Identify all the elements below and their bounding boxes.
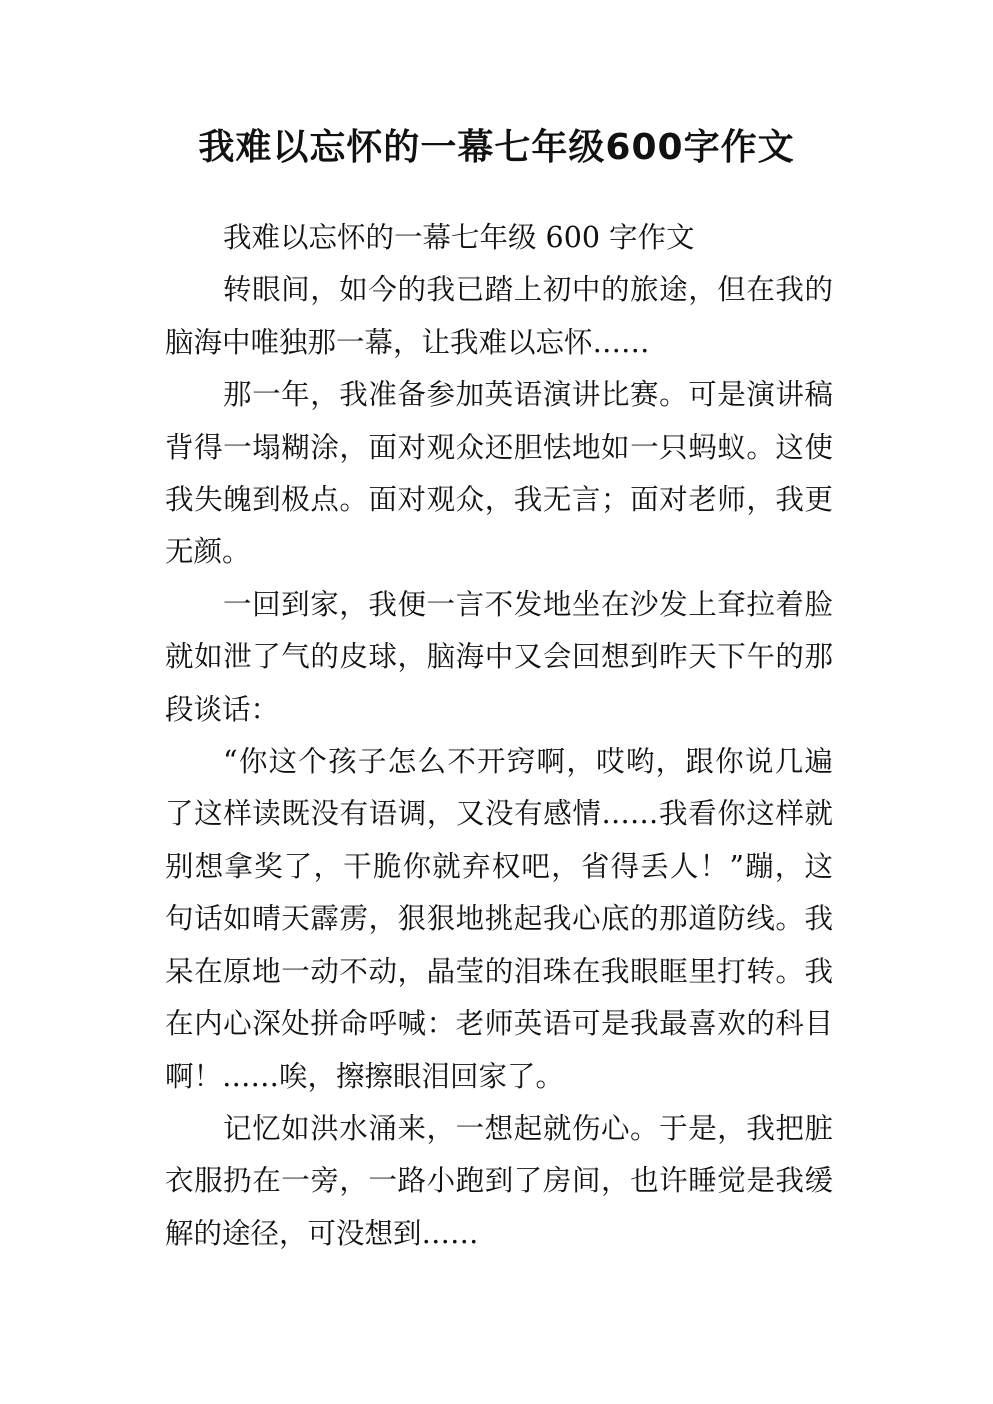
paragraph-4: “你这个孩子怎么不开窍啊，哎哟，跟你说几遍了这样读既没有语调，又没有感情……我看你这样就别想拿奖了，干脆你就弃权吧，省得丢人！”蹦，这句话如晴天霹雳，狠狠地挑起我心底的那道防线。我呆在原地一动不动，晶莹的泪珠在我眼眶里打转。我在内心深处拼命呼喊：老师英语可是我最喜欢的科目啊！……唉，擦擦眼泪回家了。 xyxy=(165,745,833,1093)
document-body xyxy=(165,212,833,1260)
paragraph-3: 一回到家，我便一言不发地坐在沙发上耷拉着脸就如泄了气的皮球，脑海中又会回想到昨天下午的那段谈话： xyxy=(165,587,833,726)
paragraph-subtitle: 我难以忘怀的一幕七年级 600 字作文 xyxy=(223,221,695,254)
paragraph-5: 记忆如洪水涌来，一想起就伤心。于是，我把脏衣服扔在一旁，一路小跑到了房间，也许睡觉是我缓解的途径，可没想到…… xyxy=(165,1111,833,1250)
document-title: 我难以忘怀的一幕七年级600字作文 xyxy=(198,127,795,168)
paragraph-1: 转眼间，如今的我已踏上初中的旅途，但在我的脑海中唯独那一幕，让我难以忘怀…… xyxy=(165,273,833,359)
paragraph-2: 那一年，我准备参加英语演讲比赛。可是演讲稿背得一塌糊涂，面对观众还胆怯地如一只蚂蚁。这使我失魄到极点。面对观众，我无言；面对老师，我更无颜。 xyxy=(165,378,833,569)
